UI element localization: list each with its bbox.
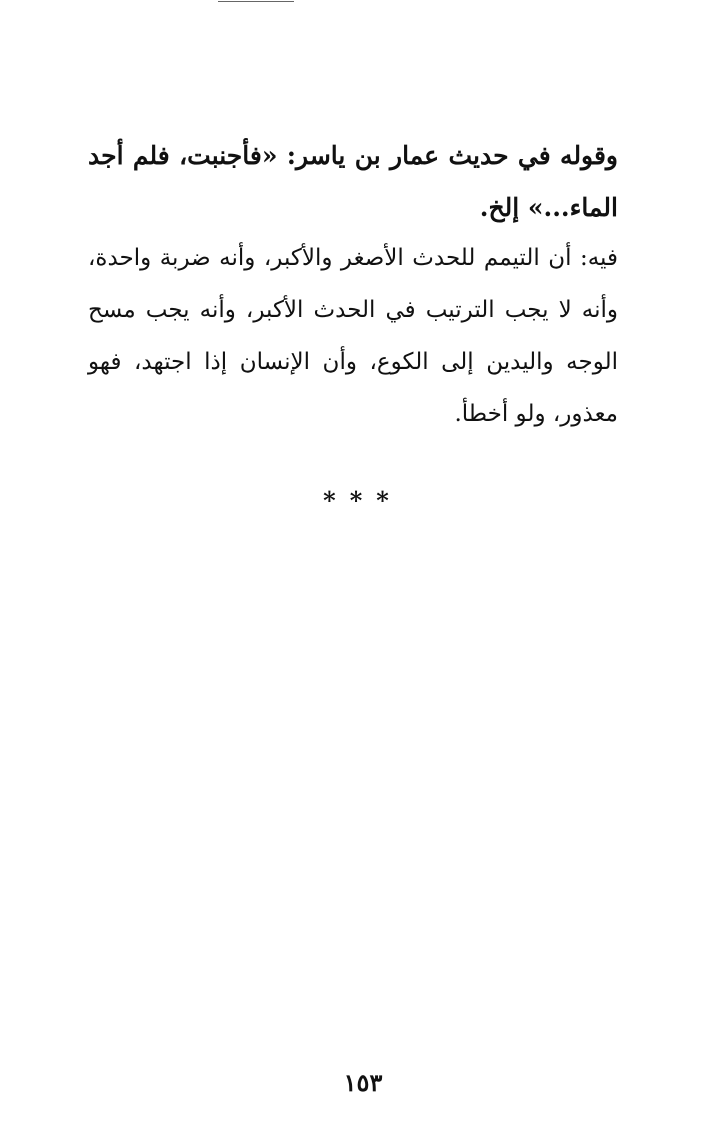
section-separator: *** xyxy=(323,486,403,515)
top-rule xyxy=(218,1,294,2)
page-number: ١٥٣ xyxy=(343,1068,383,1097)
body-paragraph: فيه: أن التيمم للحدث الأصغر والأكبر، وأنه ضربة واحدة، وأنه لا يجب الترتيب في الحدث الأكبر، وأنه يجب مسح الوجه واليدين إلى الكوع، وأن الإنسان إذا اجتهد، فهو معذور، ولو أخطأ. xyxy=(88,245,618,427)
section-heading: وقوله في حديث عمار بن ياسر: «فأجنبت، فلم أجد الماء...» إلخ. xyxy=(88,141,618,222)
